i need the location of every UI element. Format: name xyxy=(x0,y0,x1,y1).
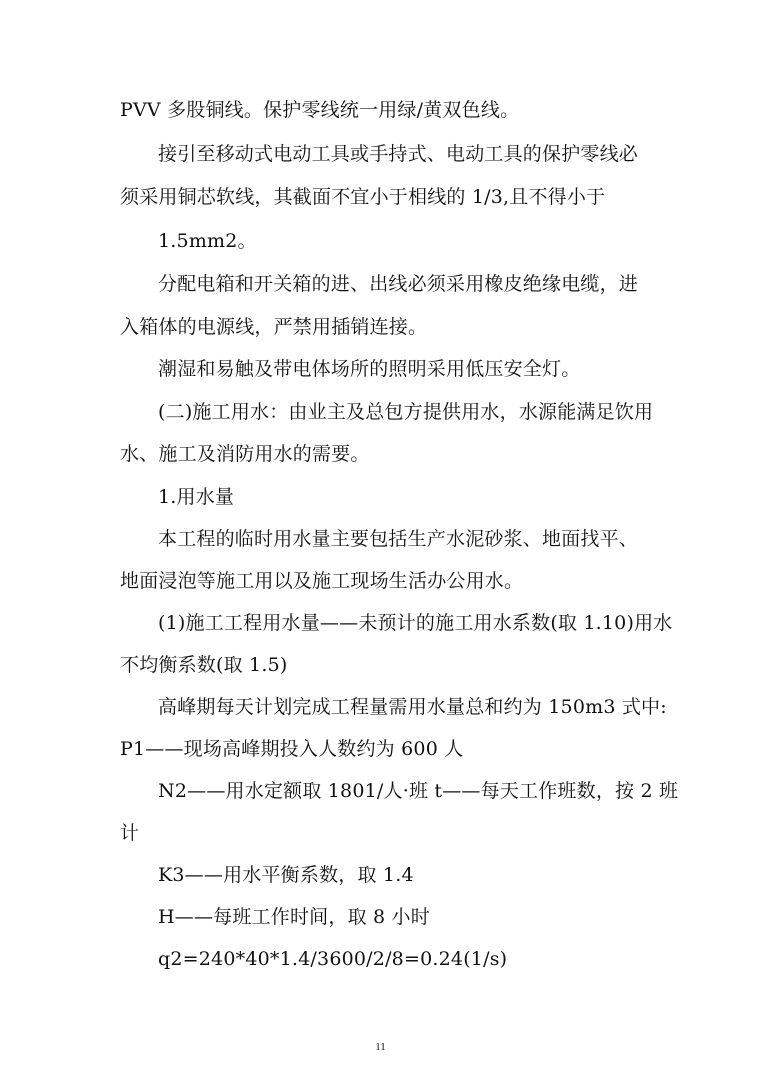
text-line: K3——用水平衡系数，取 1.4 xyxy=(158,864,414,886)
text-line: q2=240*40*1.4/3600/2/8=0.24(1/s) xyxy=(158,948,508,970)
text-line: 水、施工及消防用水的需要。 xyxy=(120,443,370,465)
text-line: (二)施工用水：由业主及总包方提供用水，水源能满足饮用 xyxy=(158,401,654,423)
text-line: 分配电箱和开关箱的进、出线必须采用橡皮绝缘电缆，进 xyxy=(158,273,639,295)
text-line: 须采用铜芯软线，其截面不宜小于相线的 1/3,且不得小于 xyxy=(120,186,606,208)
text-line: P1——现场高峰期投入人数约为 600 人 xyxy=(120,738,464,760)
text-line: 接引至移动式电动工具或手持式、电动工具的保护零线必 xyxy=(158,143,639,165)
page-number: 11 xyxy=(375,1041,386,1053)
text-line: 不均衡系数(取 1.5) xyxy=(120,654,288,676)
text-line: N2——用水定额取 1801/人·班 t——每天工作班数，按 2 班 xyxy=(158,780,679,802)
text-line: 1.5mm2。 xyxy=(158,230,257,252)
text-line: 潮湿和易触及带电体场所的照明采用低压安全灯。 xyxy=(158,358,581,380)
text-line: (1)施工工程用水量——未预计的施工用水系数(取 1.10)用水 xyxy=(158,612,673,634)
text-line: 计 xyxy=(120,822,140,844)
text-line: 入箱体的电源线，严禁用插销连接。 xyxy=(120,316,428,338)
text-line: 高峰期每天计划完成工程量需用水量总和约为 150m3 式中: xyxy=(158,696,667,718)
text-line: H——每班工作时间，取 8 小时 xyxy=(158,906,430,928)
text-line: 本工程的临时用水量主要包括生产水泥砂浆、地面找平、 xyxy=(158,528,639,550)
text-line: PVV 多股铜线。保护零线统一用绿/黄双色线。 xyxy=(120,99,520,121)
text-line: 地面浸泡等施工用以及施工现场生活办公用水。 xyxy=(120,570,524,592)
text-line: 1.用水量 xyxy=(158,486,235,508)
